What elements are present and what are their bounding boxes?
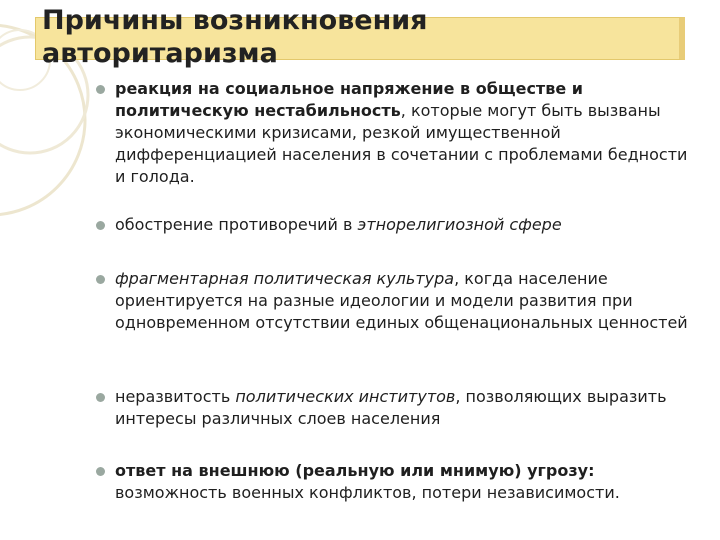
- bullet-marker-icon: [96, 85, 105, 94]
- bullet-marker-icon: [96, 393, 105, 402]
- bullet-text: неразвитость: [115, 387, 236, 406]
- bullet-item: [96, 460, 701, 504]
- slide-title: Причины возникновения авторитаризма: [42, 5, 428, 69]
- bullet-text: возможность военных конфликтов, потери независимости.: [115, 483, 620, 502]
- bullet-marker-icon: [96, 467, 105, 476]
- bullet-marker-icon: [96, 221, 105, 230]
- bullet-text: , позволяющих выразить интересы различных слоев населения: [115, 387, 667, 428]
- bullet-text: , которые могут быть вызваны экономическими кризисами, резкой имущественной дифференциацией населения в сочетании с проблемами бедности и голода.: [115, 101, 688, 186]
- bullet-italic: этнорелигиозной сфере: [357, 215, 562, 234]
- bullet-item: [96, 386, 701, 430]
- bullet-lead: ответ на внешнюю (реальную или мнимую) угрозу:: [115, 461, 595, 480]
- bullet-item: [96, 214, 562, 236]
- bullet-marker-icon: [96, 275, 105, 284]
- decorative-circles: [0, 0, 100, 540]
- bullet-italic: политических институтов: [235, 387, 456, 406]
- bullet-item: [96, 78, 701, 188]
- bullet-lead: реакция на социальное напряжение в обществе и политическую нестабильность: [115, 79, 583, 120]
- bullet-text: , когда население ориентируется на разные идеологии и модели развития при одновременном отсутствии единых общенациональных ценностей: [115, 269, 688, 332]
- bullet-item: [96, 268, 701, 334]
- bullet-italic: фрагментарная политическая культура: [115, 269, 455, 288]
- bullet-text: обострение противоречий в: [115, 215, 358, 234]
